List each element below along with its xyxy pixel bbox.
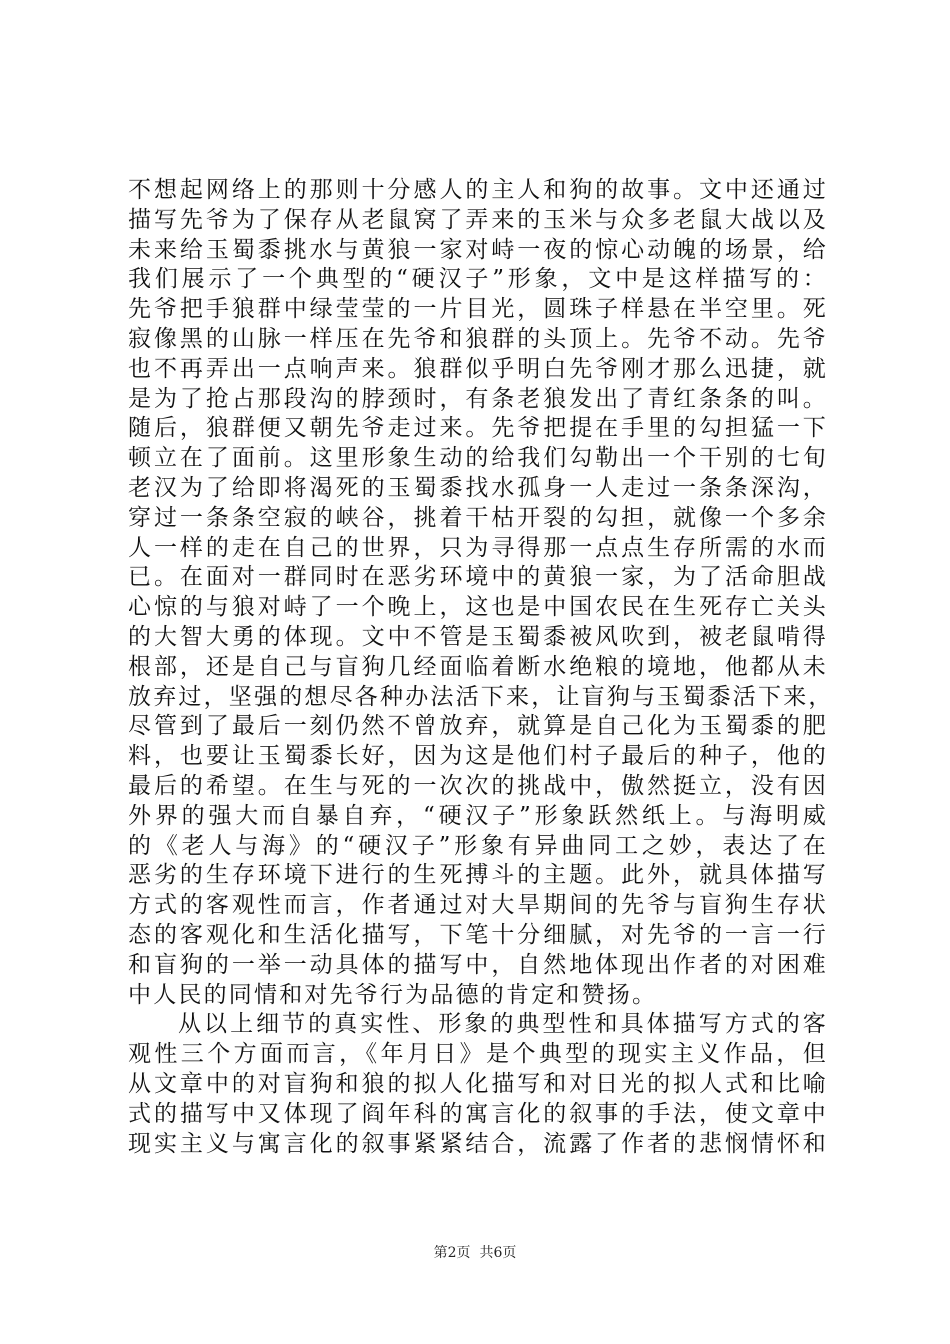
text-line: 人一样的走在自己的世界，只为寻得那一点点生存所需的水而 [128,534,828,561]
text-line: 描写先爷为了保存从老鼠窝了弄来的玉米与众多老鼠大战以及 [128,206,828,233]
text-line: 未来给玉蜀黍挑水与黄狼一家对峙一夜的惊心动魄的场景，给 [128,236,828,263]
text-line: 先爷把手狼群中绿莹莹的一片目光，圆珠子样悬在半空里。死 [128,296,828,323]
paragraph [128,176,834,1010]
text-line: 料，也要让玉蜀黍长好，因为这是他们村子最后的种子，他的 [128,743,828,770]
text-line: 最后的希望。在生与死的一次次的挑战中，傲然挺立，没有因 [128,772,828,799]
text-line: 从以上细节的真实性、形象的典型性和具体描写方式的客 [178,1011,828,1038]
page-footer: 第2页 共6页 [433,1245,517,1261]
text-line: 方式的客观性而言，作者通过对大旱期间的先爷与盲狗生存状 [128,892,828,919]
text-line: 的《老人与海》的“硬汉子”形象有异曲同工之妙，表达了在 [128,832,828,859]
text-line: 尽管到了最后一刻仍然不曾放弃，就算是自己化为玉蜀黍的肥 [128,713,828,740]
text-line: 顿立在了面前。这里形象生动的给我们勾勒出一个干别的七旬 [128,445,828,472]
text-line: 是为了抢占那段沟的脖颈时，有条老狼发出了青红条条的叫。 [128,385,828,412]
text-line: 随后，狼群便又朝先爷走过来。先爷把提在手里的勾担猛一下 [128,415,828,442]
text-line: 不想起网络上的那则十分感人的主人和狗的故事。文中还通过 [128,177,828,203]
text-line: 态的客观化和生活化描写，下笔十分细腻，对先爷的一言一行 [128,921,828,948]
text-line: 穿过一条条空寂的峡谷，挑着干枯开裂的勾担，就像一个多余 [128,504,828,531]
text-line: 观性三个方面而言，《年月日》是个典型的现实主义作品，但 [128,1041,828,1068]
text-line: 也不再弄出一点响声来。狼群似乎明白先爷刚才那么迅捷，就 [128,355,828,382]
text-line: 现实主义与寓言化的叙事紧紧结合，流露了作者的悲悯情怀和 [128,1130,828,1157]
text-line: 我们展示了一个典型的“硬汉子”形象，文中是这样描写的： [128,266,828,293]
text-line: 从文章中的对盲狗和狼的拟人化描写和对日光的拟人式和比喻 [128,1070,828,1097]
text-line: 和盲狗的一举一动具体的描写中，自然地体现出作者的对困难 [128,951,828,978]
text-line: 恶劣的生存环境下进行的生死搏斗的主题。此外，就具体描写 [128,862,828,889]
text-line: 已。在面对一群同时在恶劣环境中的黄狼一家，为了活命胆战 [128,564,828,591]
text-line: 式的描写中又体现了阎年科的寓言化的叙事的手法，使文章中 [128,1100,828,1127]
paragraph [128,1010,828,1159]
text-line: 寂像黑的山脉一样压在先爷和狼群的头顶上。先爷不动。先爷 [128,325,828,352]
text-line: 老汉为了给即将渴死的玉蜀黍找水孤身一人走过一条条深沟， [128,474,828,501]
text-line: 根部，还是自己与盲狗几经面临着断水绝粮的境地，他都从未 [128,653,828,680]
body-text [128,176,834,1159]
text-line: 的大智大勇的体现。文中不管是玉蜀黍被风吹到，被老鼠啃得 [128,623,828,650]
text-line: 外界的强大而自暴自弃，“硬汉子”形象跃然纸上。与海明威 [128,802,828,829]
text-line: 心惊的与狼对峙了一个晚上，这也是中国农民在生死存亡关头 [128,594,828,621]
text-line: 放弃过，坚强的想尽各种办法活下来，让盲狗与玉蜀黍活下来， [128,683,834,710]
text-line: 中人民的同情和对先爷行为品德的肯定和赞扬。 [128,981,658,1008]
